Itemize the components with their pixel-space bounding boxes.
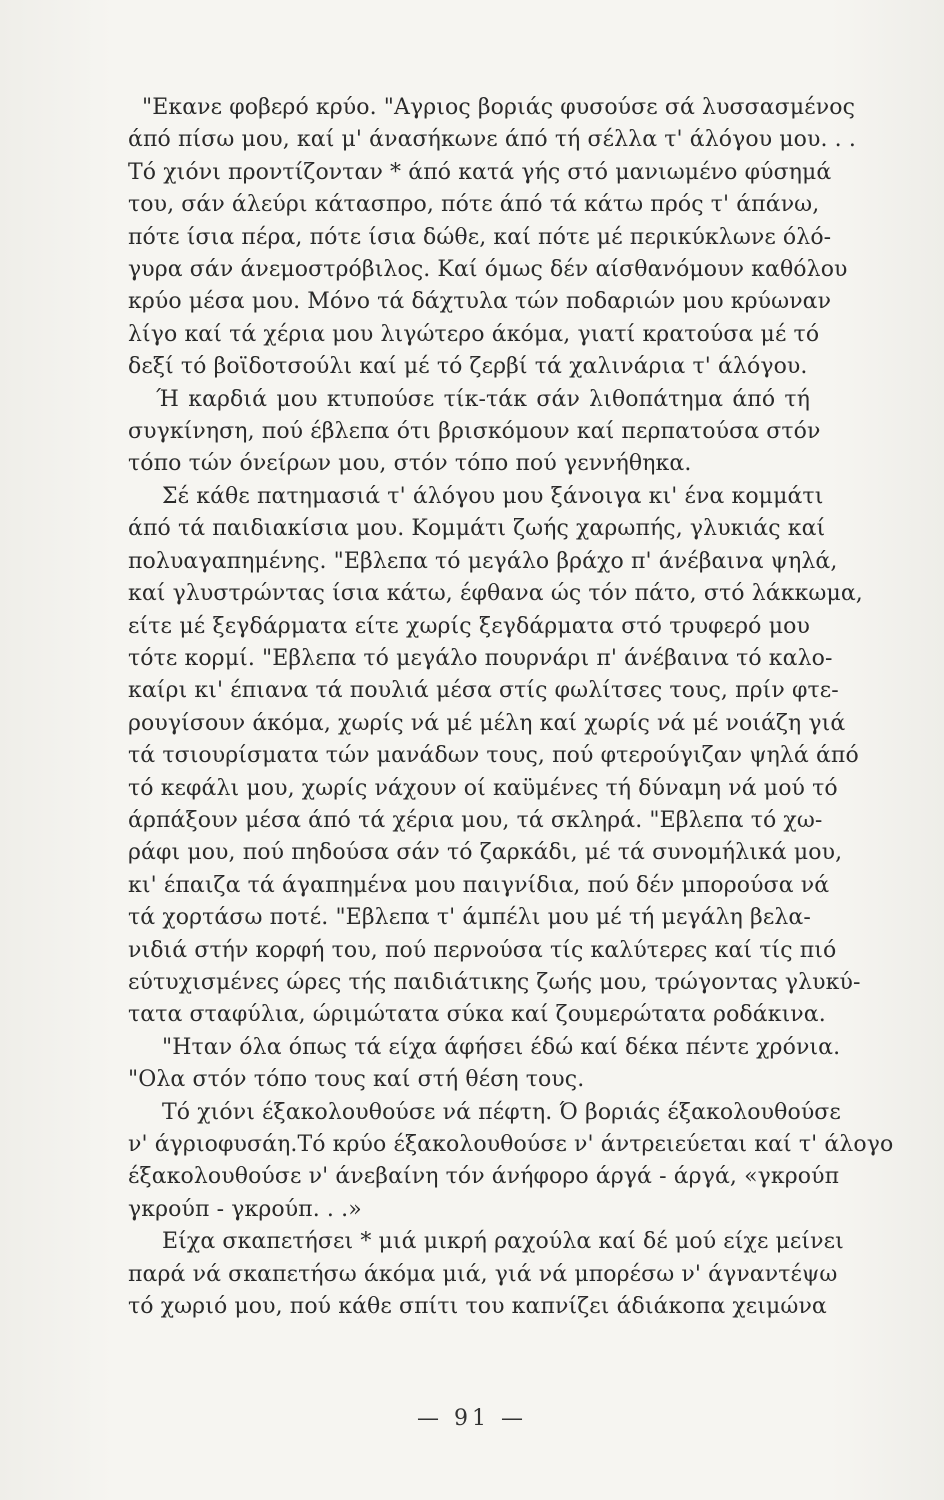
paragraph-6 <box>128 1226 844 1323</box>
paragraph-3 <box>128 481 863 1032</box>
text-line: "Εκανε φοβερό κρύο. "Αγριος βοριάς φυσούσε σά λυσσασμένος <box>142 95 855 120</box>
text-line: δεξί τό βοϊδοτσούλι καί μέ τό ζερβί τά χαλινάρια τ' άλόγου. <box>128 354 808 380</box>
text-line: έξακολουθούσε ν' άνεβαίνη τόν άνήφορο άργά - άργά, «γκρούπ <box>128 1164 840 1190</box>
text-line: τό χωριό μου, πού κάθε σπίτι του καπνίζει άδιάκοπα χειμώνα <box>128 1294 827 1320</box>
text-line: πότε ίσια πέρα, πότε ίσια δώθε, καί πότε μέ περικύκλωνε όλό- <box>128 224 832 250</box>
text-line: συγκίνηση, πού έβλεπα ότι βρισκόμουν καί περπατούσα στόν <box>128 419 821 445</box>
text-line: τά τσιουρίσματα τών μανάδων τους, πού φτερούγιζαν ψηλά άπό <box>128 743 859 769</box>
text-line: γκρούπ - γκρούπ. . .» <box>128 1196 362 1222</box>
text-line: Ή καρδιά μου κτυπούσε τίκ-τάκ σάν λιθοπάτημα άπό τή <box>156 386 810 412</box>
text-line: "Ηταν όλα όπως τά είχα άφήσει έδώ καί δέκα πέντε χρόνια. <box>162 1034 841 1060</box>
text-line: κρύο μέσα μου. Μόνο τά δάχτυλα τών ποδαριών μου κρύωναν <box>128 289 832 315</box>
text-line: γυρα σάν άνεμοστρόβιλος. Καί όμως δέν αίσθανόμουν καθόλου <box>128 257 848 283</box>
text-line: είτε μέ ξεγδάρματα είτε χωρίς ξεγδάρματα στό τρυφερό μου <box>128 613 810 639</box>
text-line: ρουγίσουν άκόμα, χωρίς νά μέ μέλη καί χωρίς νά μέ νοιάζη γιά <box>128 710 846 736</box>
page-number: — 91 — <box>417 1406 527 1431</box>
text-line: νιδιά στήν κορφή του, πού περνούσα τίς καλύτερες καί τίς πιό <box>128 937 837 963</box>
text-line: κι' έπαιζα τά άγαπημένα μου παιγνίδια, πού δέν μπορούσα νά <box>128 872 830 898</box>
text-line: τό κεφάλι μου, χωρίς νάχουν οί καϋμένες τή δύναμη νά μού τό <box>128 775 838 801</box>
text-line: πολυαγαπημένης. "Εβλεπα τό μεγάλο βράχο π' άνέβαινα ψηλά, <box>128 548 838 574</box>
text-line: τότε κορμί. "Εβλεπα τό μεγάλο πουρνάρι π' άνέβαινα τό καλο- <box>128 645 833 671</box>
text-line: Είχα σκαπετήσει * μιά μικρή ραχούλα καί δέ μού είχε μείνει <box>162 1229 844 1255</box>
text-line: άπό πίσω μου, καί μ' άνασήκωνε άπό τή σέλλα τ' άλόγου μου. . . <box>128 127 856 153</box>
text-line: ν' άγριοφυσάη.Τό κρύο έξακολουθούσε ν' άντρειεύεται καί τ' άλογο <box>128 1132 894 1157</box>
text-line: Τό χιόνι έξακολουθούσε νά πέφτη. Ό βοριάς έξακολουθούσε <box>162 1099 841 1125</box>
text-line: ράφι μου, πού πηδούσα σάν τό ζαρκάδι, μέ τά συνομήλικά μου, <box>128 840 843 866</box>
text-line: καί γλυστρώντας ίσια κάτω, έφθανα ώς τόν πάτο, στό λάκκωμα, <box>128 581 863 607</box>
text-line: "Ολα στόν τόπο τους καί στή θέση τους. <box>128 1067 585 1093</box>
paragraph-1 <box>128 92 856 384</box>
text-line: εύτυχισμένες ώρες τής παιδιάτικης ζωής μου, τρώγοντας γλυκύ- <box>128 969 861 995</box>
text-line: του, σάν άλεύρι κάτασπρο, πότε άπό τά κάτω πρός τ' άπάνω, <box>128 192 820 218</box>
text-line: παρά νά σκαπετήσω άκόμα μιά, γιά νά μπορέσω ν' άγναντέψω <box>128 1261 838 1287</box>
text-line: άπό τά παιδιακίσια μου. Κομμάτι ζωής χαρωπής, γλυκιάς καί <box>128 516 826 542</box>
text-line: Τό χιόνι προντίζονταν * άπό κατά γής στό μανιωμένο φύσημά <box>128 159 832 185</box>
text-line: τόπο τών όνείρων μου, στόν τόπο πού γεννήθηκα. <box>128 451 692 477</box>
text-line: καίρι κι' έπιανα τά πουλιά μέσα στίς φωλίτσες τους, πρίν φτε- <box>128 678 839 704</box>
paragraph-2 <box>128 384 821 481</box>
text-line: Σέ κάθε πατημασιά τ' άλόγου μου ξάνοιγα κι' ένα κομμάτι <box>162 483 824 509</box>
text-line: άρπάξουν μέσα άπό τά χέρια μου, τά σκληρά. "Εβλεπα τό χω- <box>128 807 823 833</box>
paragraph-5 <box>128 1097 894 1227</box>
text-line: τατα σταφύλια, ώριμώτατα σύκα καί ζουμερώτατα ροδάκινα. <box>128 1002 826 1028</box>
paragraph-4 <box>128 1032 841 1097</box>
text-line: λίγο καί τά χέρια μου λιγώτερο άκόμα, γιατί κρατούσα μέ τό <box>128 321 820 347</box>
text-line: τά χορτάσω ποτέ. "Εβλεπα τ' άμπέλι μου μέ τή μεγάλη βελα- <box>128 905 811 931</box>
body-text <box>128 92 894 1323</box>
